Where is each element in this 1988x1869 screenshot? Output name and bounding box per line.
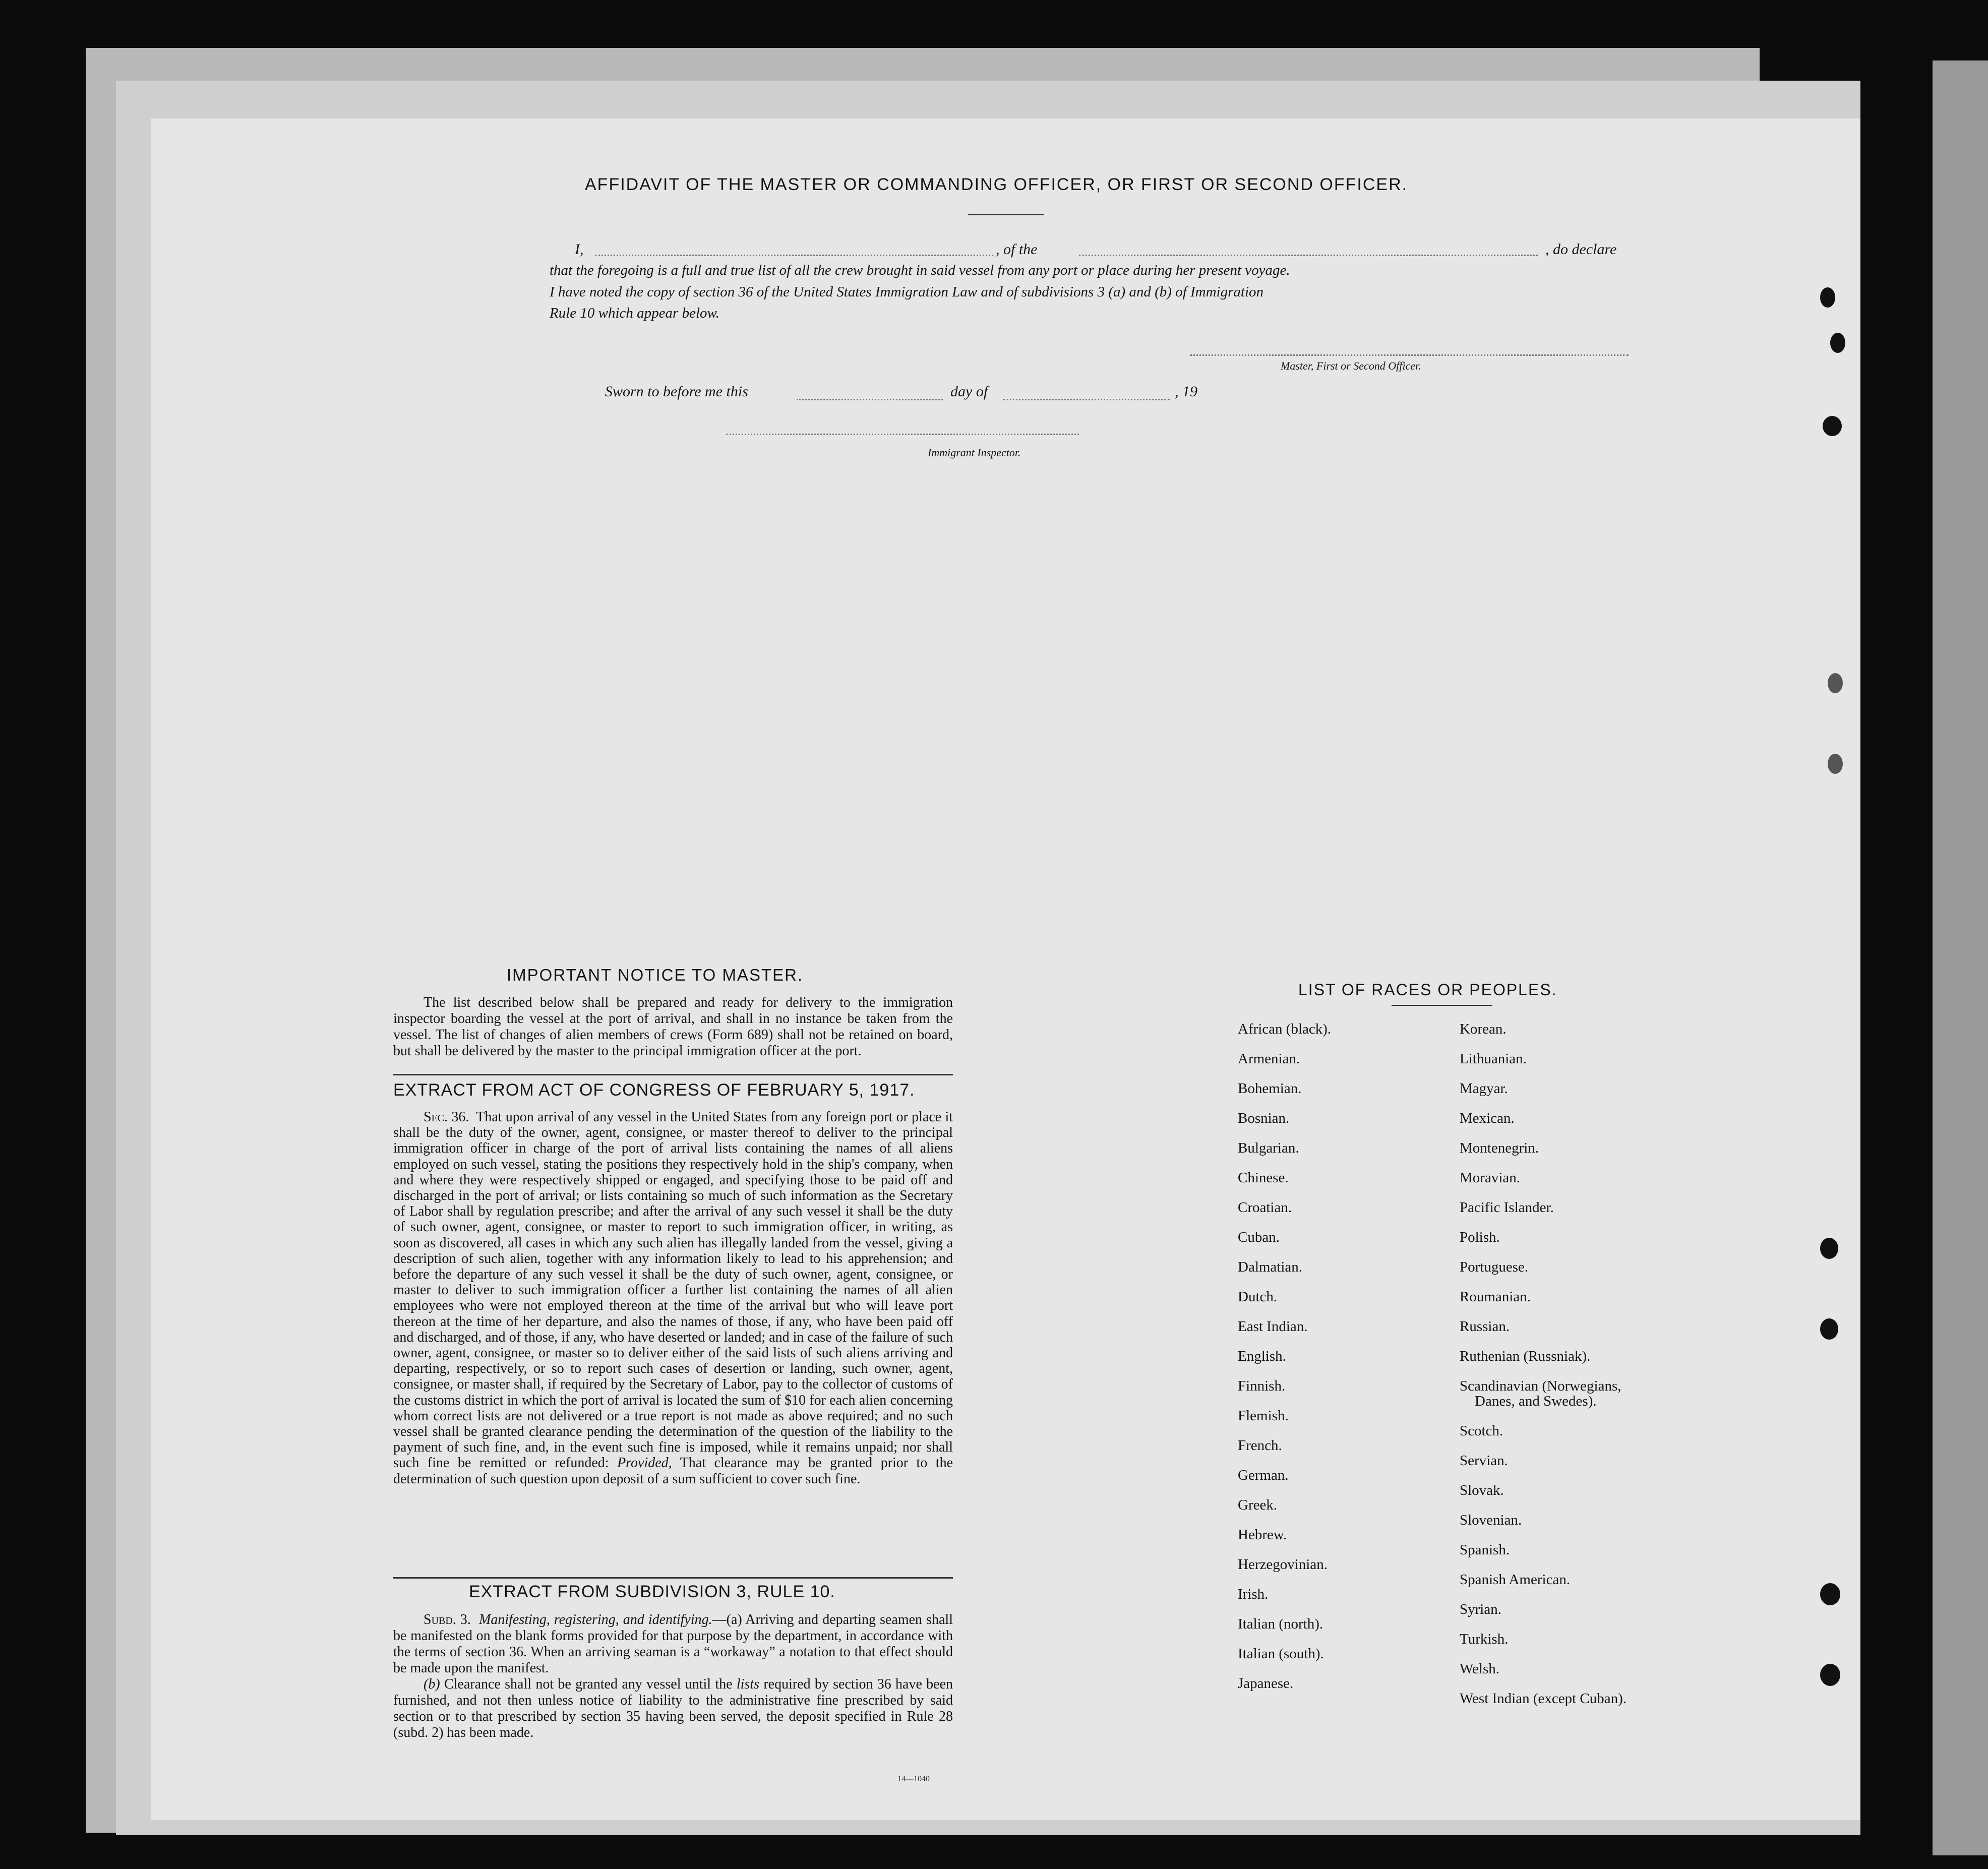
race-item: Roumanian.: [1460, 1289, 1531, 1305]
race-item: Scandinavian (Norwegians,: [1460, 1378, 1621, 1394]
punch-hole: [1828, 673, 1843, 693]
punch-hole: [1828, 754, 1843, 774]
day-of-text: day of: [950, 383, 988, 400]
rule-body: [393, 1612, 953, 1741]
rule-b-text-2: required by section 36 have been furnished, and not then unless notice of liability to the administrative fine prescribed by said section or to that prescribed by section 35 having been served, the deposit specified in Rule 28 (subd. 2) has been made.: [393, 1676, 953, 1740]
race-item: Armenian.: [1238, 1051, 1300, 1067]
inspector-line: [726, 434, 1079, 435]
race-item: Montenegrin.: [1460, 1140, 1539, 1156]
notice-paragraph: The list described below shall be prepared and ready for delivery to the immigration inspector boarding the vessel at the port of arrival, and shall in no instance be taken from the vessel. The list of changes of alien members of crews (Form 689) shall not be retained on board, but shall be delivered by the master to the principal immigration officer at the port.: [393, 995, 953, 1059]
punch-hole: [1820, 287, 1835, 308]
affidavit-line2: that the foregoing is a full and true list of all the crew brought in said vessel from any port or place during her present voyage.: [550, 262, 1290, 278]
race-item: Pacific Islander.: [1460, 1199, 1554, 1216]
race-item: Italian (north).: [1238, 1616, 1323, 1632]
race-item: Russian.: [1460, 1318, 1510, 1335]
rule-b-text-1: Clearance shall not be granted any vessel until the: [444, 1676, 733, 1692]
race-item: African (black).: [1238, 1021, 1332, 1037]
affidavit-title: AFFIDAVIT OF THE MASTER OR COMMANDING OFFICER, OR FIRST OR SECOND OFFICER.: [585, 175, 1408, 194]
race-item: Slovenian.: [1460, 1512, 1522, 1528]
race-item: Mexican.: [1460, 1110, 1515, 1126]
races-title-rule: [1392, 1005, 1492, 1006]
punch-hole: [1820, 1238, 1838, 1259]
signature-line: [1190, 354, 1629, 356]
sworn-day-blank: [797, 399, 943, 400]
affidavit-line1-mid: , of the: [996, 241, 1038, 258]
race-item: Japanese.: [1238, 1675, 1294, 1692]
notice-rule: [393, 1074, 953, 1075]
race-item: Slovak.: [1460, 1482, 1504, 1498]
race-item: Finnish.: [1238, 1378, 1286, 1394]
race-item: Irish.: [1238, 1586, 1269, 1602]
race-item: German.: [1238, 1467, 1289, 1483]
race-item: Greek.: [1238, 1497, 1278, 1513]
race-item: East Indian.: [1238, 1318, 1308, 1335]
affidavit-line1-end: , do declare: [1545, 241, 1617, 258]
name-blank: [595, 255, 993, 256]
punch-hole: [1820, 1583, 1840, 1605]
race-item: Bohemian.: [1238, 1080, 1302, 1097]
race-item: Hebrew.: [1238, 1527, 1287, 1543]
race-item: Korean.: [1460, 1021, 1507, 1037]
punch-hole: [1823, 416, 1842, 436]
affidavit-line3: I have noted the copy of section 36 of the United States Immigration Law and of subdivisions 3 (a) and (b) of Immigration: [550, 284, 1264, 300]
sworn-text: Sworn to before me this: [605, 383, 748, 400]
punch-hole: [1830, 333, 1845, 353]
race-item: Herzegovinian.: [1238, 1556, 1328, 1573]
affidavit-line1-start: I,: [575, 241, 584, 258]
race-item: Magyar.: [1460, 1080, 1508, 1097]
race-item: Syrian.: [1460, 1601, 1501, 1617]
rule-b-label: (b): [424, 1676, 440, 1692]
race-item: Ruthenian (Russniak).: [1460, 1348, 1591, 1364]
act-section-end: That clearance may be granted prior to the determination of such question upon deposit of a sum sufficient to cover such fine.: [393, 1455, 953, 1487]
race-item: Chinese.: [1238, 1170, 1289, 1186]
race-item: Polish.: [1460, 1229, 1500, 1245]
race-item: Welsh.: [1460, 1661, 1500, 1677]
race-item: Servian.: [1460, 1453, 1508, 1469]
act-section-text: That upon arrival of any vessel in the United States from any foreign port or place it shall be the duty of the owner, agent, consignee, or master thereof to deliver to the principal immigration officer in charge of the port of arrival lists containing the names of all aliens employed on such vessel, stating the positions they respectively hold in the ship's company, when and where they were respectively shipped or engaged, and specifying those to be paid off and discharged in the port of arrival; or lists containing so much of such information as the Secretary of Labor shall by regulation prescribe; and after the arrival of any such vessel it shall be the duty of such owner, agent, consignee, or master to report to such immigration officer, in writing, as soon as discovered, all cases in which any such alien has illegally landed from the vessel, giving a description of such alien, together with any information likely to lead to his apprehension; and before the departure of any such vessel it shall be the duty of such owner, agent, consignee, or master to deliver to such immigration officer a further list containing the names of all alien employees who were not employed thereon at the time of the arrival but who will leave port thereon at the time of her departure, and also the names of those, if any, who have been paid off and discharged, and of those, if any, who have deserted or landed; and in case of the failure of such owner, agent, consignee, or master so to deliver either of the said lists of such aliens arriving and departing, respectively, or so to report such cases of desertion or landing, such owner, agent, consignee, or master shall, if required by the Secretary of Labor, pay to the collector of customs of the customs district in which the port of arrival is located the sum of $10 for each alien concerning whom correct lists are not delivered or a true report is not made as above required; and no such vessel shall be granted clearance pending the determination of the question of the liability to the payment of such fine, and, in the event such fine is imposed, while it remains unpaid; nor shall such fine be remitted or refunded:: [393, 1109, 953, 1471]
race-item: English.: [1238, 1348, 1286, 1364]
act-title: EXTRACT FROM ACT OF CONGRESS OF FEBRUARY 5, 1917.: [393, 1080, 915, 1100]
inspector-label: Immigrant Inspector.: [928, 446, 1021, 459]
race-item: Portuguese.: [1460, 1259, 1529, 1275]
rule-subd-heading: Manifesting, registering, and identifying.: [479, 1612, 712, 1627]
race-item: Bulgarian.: [1238, 1140, 1299, 1156]
punch-hole: [1820, 1664, 1840, 1686]
notice-body: [393, 995, 953, 1059]
vessel-blank: [1079, 255, 1538, 256]
race-item: Spanish.: [1460, 1542, 1510, 1558]
punch-hole: [1820, 1318, 1838, 1340]
sworn-month-blank: [1003, 399, 1170, 400]
race-item: Croatian.: [1238, 1199, 1292, 1216]
race-item: Italian (south).: [1238, 1646, 1324, 1662]
race-item: Flemish.: [1238, 1408, 1289, 1424]
signature-label: Master, First or Second Officer.: [1281, 359, 1421, 372]
year-prefix: , 19: [1175, 383, 1197, 400]
race-item: French.: [1238, 1437, 1282, 1454]
race-item: West Indian (except Cuban).: [1460, 1691, 1627, 1707]
race-item: Turkish.: [1460, 1631, 1509, 1647]
rule-subd-label: Subd. 3.: [424, 1612, 471, 1627]
affidavit-title-rule: [968, 214, 1044, 215]
race-item: Spanish American.: [1460, 1572, 1571, 1588]
rule-b-lists: lists: [736, 1676, 760, 1692]
race-item: Dutch.: [1238, 1289, 1278, 1305]
race-item: Dalmatian.: [1238, 1259, 1303, 1275]
rule-a-text: —(a) Arriving and departing seamen shall be manifested on the blank forms provided for that purpose by the department, in accordance with the terms of section 36. When an arriving seaman is a “workaway” a notation to that effect should be made upon the manifest.: [393, 1612, 953, 1676]
race-item: Bosnian.: [1238, 1110, 1290, 1126]
form-number: 14—1040: [897, 1775, 930, 1783]
act-body: [393, 1109, 953, 1487]
race-item: Danes, and Swedes).: [1475, 1393, 1597, 1409]
notice-title: IMPORTANT NOTICE TO MASTER.: [507, 966, 804, 984]
right-edge-strip: [1933, 61, 1988, 1855]
act-section-label: Sec. 36.: [424, 1109, 469, 1125]
act-provided: Provided,: [617, 1455, 672, 1471]
affidavit-line4: Rule 10 which appear below.: [550, 305, 719, 321]
race-item: Scotch.: [1460, 1423, 1503, 1439]
race-item: Moravian.: [1460, 1170, 1520, 1186]
rule-title: EXTRACT FROM SUBDIVISION 3, RULE 10.: [469, 1582, 835, 1601]
race-item: Cuban.: [1238, 1229, 1280, 1245]
act-rule: [393, 1577, 953, 1579]
race-item: Lithuanian.: [1460, 1051, 1527, 1067]
form-page: [151, 118, 1860, 1820]
races-title: LIST OF RACES OR PEOPLES.: [1298, 981, 1557, 999]
